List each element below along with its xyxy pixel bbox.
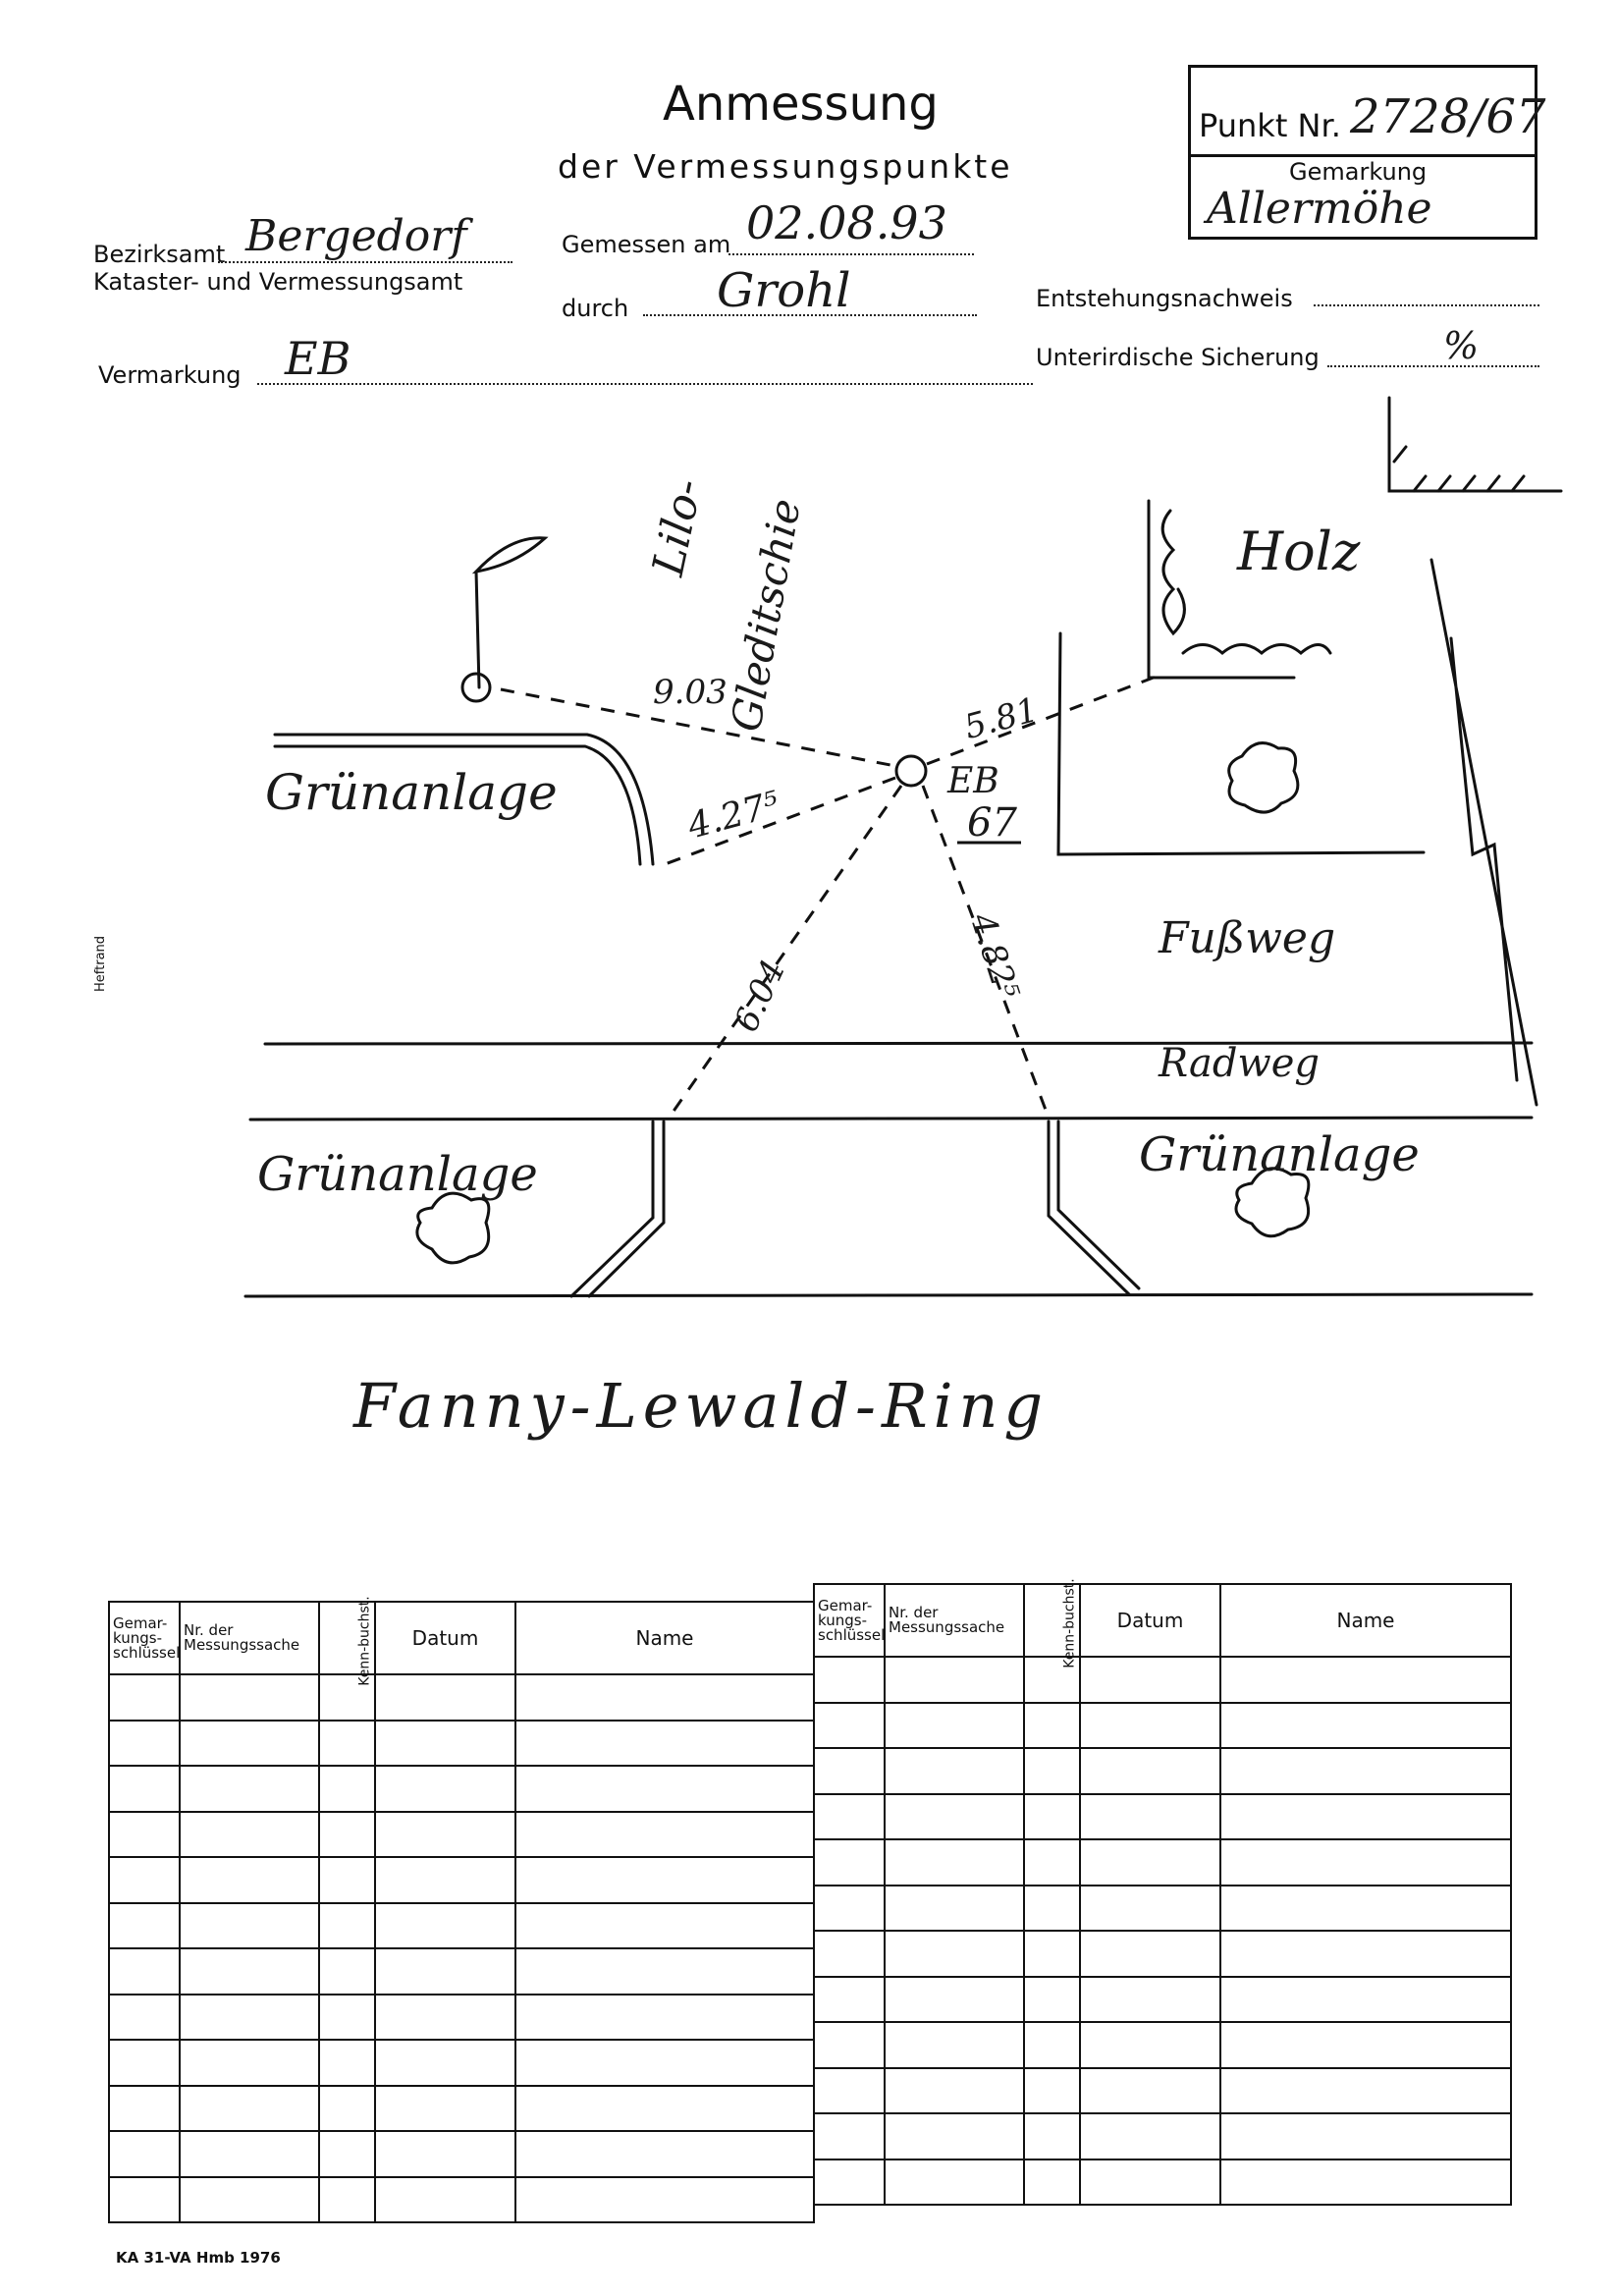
table-row (109, 1857, 814, 1903)
table-cell[interactable] (814, 2159, 885, 2206)
lamp-icon (476, 538, 545, 687)
table-row (109, 1903, 814, 1949)
table-cell[interactable] (375, 1766, 515, 1812)
bezirksamt-value: Bergedorf (245, 211, 467, 261)
label-radweg: Radweg (1159, 1041, 1321, 1086)
table-row (814, 2113, 1511, 2159)
table-cell[interactable] (885, 1977, 1024, 2023)
table-cell[interactable] (1080, 1748, 1220, 1794)
table-cell[interactable] (319, 1995, 375, 2041)
table-row (109, 1812, 814, 1858)
table-cell[interactable] (814, 1931, 885, 1977)
table-cell[interactable] (515, 1857, 814, 1903)
label-gruenanlage-left: Grünanlage (257, 1147, 538, 1202)
table-cell[interactable] (109, 1857, 180, 1903)
kataster-label: Kataster- und Vermessungsamt (93, 268, 463, 296)
table-row (814, 2068, 1511, 2114)
table-row (109, 1674, 814, 1721)
record-table-left (108, 1596, 815, 2223)
form-code: KA 31-VA Hmb 1976 (116, 2249, 281, 2267)
table-cell[interactable] (375, 2086, 515, 2132)
table-cell[interactable] (109, 1812, 180, 1858)
table-cell[interactable] (1220, 2068, 1511, 2114)
table-cell[interactable] (885, 1839, 1024, 1886)
table-cell[interactable] (109, 2131, 180, 2177)
table-cell[interactable] (1080, 2113, 1220, 2159)
table-cell[interactable] (1220, 1886, 1511, 1932)
table-cell[interactable] (1080, 1839, 1220, 1886)
table-cell[interactable] (375, 1857, 515, 1903)
table-cell[interactable] (375, 1995, 515, 2041)
record-table-right (813, 1578, 1512, 2206)
table-cell[interactable] (319, 2177, 375, 2223)
unterirdisch-value: % (1443, 324, 1480, 367)
table-cell[interactable] (1080, 2068, 1220, 2114)
label-eb-no: 67 (967, 800, 1017, 846)
table-cell[interactable] (319, 1948, 375, 1995)
table-row (109, 1948, 814, 1995)
punkt-label: Punkt Nr. (1199, 107, 1341, 144)
table-cell[interactable] (885, 1886, 1024, 1932)
label-street: Fanny-Lewald-Ring (353, 1370, 1050, 1442)
col-gemarkungsschluessel: Gemar-kungs-schlüssel (814, 1584, 885, 1657)
table-row (814, 1977, 1511, 2023)
col-messungssache: Nr. der Messungssache (885, 1584, 1024, 1657)
table-cell[interactable] (1024, 1886, 1080, 1932)
table-cell[interactable] (1080, 1703, 1220, 1749)
table-cell[interactable] (885, 1657, 1024, 1703)
table-cell[interactable] (1220, 1977, 1511, 2023)
table-cell[interactable] (885, 1931, 1024, 1977)
table-row (109, 1995, 814, 2041)
road-line-3 (245, 1294, 1532, 1296)
label-eb: EB (947, 761, 999, 801)
table-cell[interactable] (1024, 1794, 1080, 1840)
table-cell[interactable] (1220, 1839, 1511, 1886)
table-cell[interactable] (1220, 1931, 1511, 1977)
table-cell[interactable] (1024, 1931, 1080, 1977)
table-cell[interactable] (319, 1812, 375, 1858)
table-cell[interactable] (515, 1948, 814, 1995)
road-line-2 (250, 1118, 1532, 1120)
table-cell[interactable] (1080, 1931, 1220, 1977)
dist-down-right: 4.82⁵ (961, 908, 1027, 1005)
bush-icon (1229, 743, 1298, 812)
label-lilo: Lilo- (643, 474, 713, 580)
table-cell[interactable] (180, 2086, 319, 2132)
table-cell[interactable] (1220, 1748, 1511, 1794)
table-cell[interactable] (1220, 1703, 1511, 1749)
col-name: Name (515, 1602, 814, 1674)
label-holz: Holz (1237, 520, 1361, 582)
table-cell[interactable] (109, 2086, 180, 2132)
table-cell[interactable] (375, 2177, 515, 2223)
table-cell[interactable] (1024, 1839, 1080, 1886)
table-cell[interactable] (814, 1977, 885, 2023)
table-cell[interactable] (814, 1748, 885, 1794)
label-gruenanlage-right: Grünanlage (1139, 1127, 1420, 1182)
table-cell[interactable] (1024, 2159, 1080, 2206)
table-cell[interactable] (1080, 1657, 1220, 1703)
table-cell[interactable] (375, 1903, 515, 1949)
table-cell[interactable] (1024, 1977, 1080, 2023)
table-cell[interactable] (814, 1703, 885, 1749)
table-cell[interactable] (515, 1674, 814, 1721)
table-row (109, 2040, 814, 2086)
label-gleditschie: Gleditschie (722, 495, 810, 736)
gemessen-value: 02.08.93 (746, 196, 947, 249)
table-cell[interactable] (1024, 2022, 1080, 2068)
durch-value: Grohl (717, 263, 851, 318)
durch-label: durch (562, 295, 629, 322)
table-cell[interactable] (319, 1721, 375, 1767)
table-row (109, 1721, 814, 1767)
page-title: Anmessung (663, 77, 939, 132)
table-cell[interactable] (814, 1794, 885, 1840)
table-cell[interactable] (109, 1721, 180, 1767)
table-cell[interactable] (1024, 1703, 1080, 1749)
table-row (814, 1886, 1511, 1932)
table-cell[interactable] (515, 1812, 814, 1858)
table-row (814, 1931, 1511, 1977)
table-cell[interactable] (109, 1903, 180, 1949)
gemarkung-label: Gemarkung (1289, 158, 1428, 186)
road-line-1 (265, 1043, 1532, 1044)
table-cell[interactable] (885, 2159, 1024, 2206)
table-cell[interactable] (814, 1657, 885, 1703)
col-kennbuchst: Kenn-buchst. (319, 1602, 375, 1674)
table-cell[interactable] (515, 1766, 814, 1812)
table-cell[interactable] (180, 1948, 319, 1995)
bezirksamt-label: Bezirksamt (93, 241, 226, 268)
vermarkung-label: Vermarkung (98, 361, 242, 389)
table-cell[interactable] (515, 2040, 814, 2086)
col-datum: Datum (1080, 1584, 1220, 1657)
table-cell[interactable] (885, 2022, 1024, 2068)
table-row (109, 2177, 814, 2223)
table-cell[interactable] (814, 1886, 885, 1932)
table-cell[interactable] (1080, 1886, 1220, 1932)
table-cell[interactable] (375, 1721, 515, 1767)
table-cell[interactable] (885, 1748, 1024, 1794)
table-row (814, 1748, 1511, 1794)
table-cell[interactable] (180, 2040, 319, 2086)
dist-left: 4.27⁵ (683, 784, 784, 847)
table-cell[interactable] (515, 1995, 814, 2041)
table-row (814, 2159, 1511, 2206)
table-cell[interactable] (375, 1674, 515, 1721)
table-cell[interactable] (1220, 2113, 1511, 2159)
table-cell[interactable] (375, 2040, 515, 2086)
table-cell[interactable] (109, 2177, 180, 2223)
table-cell[interactable] (319, 1766, 375, 1812)
table-cell[interactable] (319, 2040, 375, 2086)
table-row (109, 2131, 814, 2177)
right-boundary (1431, 560, 1537, 1105)
table-cell[interactable] (180, 1857, 319, 1903)
table-cell[interactable] (180, 1674, 319, 1721)
gemessen-label: Gemessen am (562, 231, 731, 258)
heftrand-label: Heftrand (93, 935, 108, 992)
table-cell[interactable] (180, 1766, 319, 1812)
col-name: Name (1220, 1584, 1511, 1657)
table-cell[interactable] (109, 1995, 180, 2041)
vermarkung-value: EB (285, 332, 351, 385)
table-cell[interactable] (814, 2068, 885, 2114)
table-row (814, 2022, 1511, 2068)
table-cell[interactable] (1080, 2022, 1220, 2068)
table-cell[interactable] (180, 1721, 319, 1767)
table-cell[interactable] (1080, 1794, 1220, 1840)
page-subtitle: der Vermessungspunkte (558, 147, 1013, 186)
table-cell[interactable] (814, 1839, 885, 1886)
table-row (109, 1766, 814, 1812)
table-cell[interactable] (814, 2113, 885, 2159)
table-cell[interactable] (515, 1721, 814, 1767)
table-cell[interactable] (1080, 1977, 1220, 2023)
table-cell[interactable] (515, 2086, 814, 2132)
table-row (814, 1657, 1511, 1703)
table-cell[interactable] (180, 2131, 319, 2177)
table-cell[interactable] (109, 1766, 180, 1812)
table-cell[interactable] (109, 1948, 180, 1995)
entstehung-label: Entstehungsnachweis (1036, 285, 1293, 312)
table-cell[interactable] (375, 1812, 515, 1858)
lamp-base-marker (462, 674, 490, 701)
table-cell[interactable] (1024, 1748, 1080, 1794)
dist-lamp: 9.03 (653, 673, 728, 712)
table-cell[interactable] (180, 1812, 319, 1858)
table-cell[interactable] (1024, 2068, 1080, 2114)
table-cell[interactable] (515, 2131, 814, 2177)
table-row (109, 2086, 814, 2132)
dist-fence: 5.81 (960, 689, 1043, 748)
table-cell[interactable] (1080, 2159, 1220, 2206)
table-cell[interactable] (109, 2040, 180, 2086)
col-kennbuchst: Kenn-buchst. (1024, 1584, 1080, 1657)
entrance-left (571, 1121, 664, 1296)
hedge-bush (1162, 511, 1184, 633)
eb-marker (896, 756, 926, 786)
bush-icon (417, 1193, 489, 1263)
table-cell[interactable] (319, 2131, 375, 2177)
table-cell[interactable] (375, 2131, 515, 2177)
entrance-right (1049, 1121, 1139, 1294)
table-row (814, 1703, 1511, 1749)
table-cell[interactable] (885, 2068, 1024, 2114)
table-cell[interactable] (814, 2022, 885, 2068)
table-cell[interactable] (1220, 2159, 1511, 2206)
table-cell[interactable] (319, 1857, 375, 1903)
table-cell[interactable] (109, 1674, 180, 1721)
table-cell[interactable] (1024, 2113, 1080, 2159)
label-fussweg: Fußweg (1159, 913, 1336, 963)
table-cell[interactable] (319, 1903, 375, 1949)
label-gruenanlage-top: Grünanlage (265, 764, 558, 821)
table-cell[interactable] (180, 1903, 319, 1949)
table-cell[interactable] (180, 1995, 319, 2041)
table-row (814, 1794, 1511, 1840)
table-cell[interactable] (1220, 2022, 1511, 2068)
gemarkung-value: Allermöhe (1207, 184, 1432, 234)
measure-fence (927, 676, 1159, 764)
table-cell[interactable] (375, 1948, 515, 1995)
col-messungssache: Nr. der Messungssache (180, 1602, 319, 1674)
punkt-value: 2728/67 (1350, 89, 1546, 144)
table-cell[interactable] (885, 2113, 1024, 2159)
table-cell[interactable] (180, 2177, 319, 2223)
unterirdisch-label: Unterirdische Sicherung (1036, 344, 1320, 371)
col-datum: Datum (375, 1602, 515, 1674)
table-cell[interactable] (515, 2177, 814, 2223)
table-cell[interactable] (515, 1903, 814, 1949)
table-cell[interactable] (319, 2086, 375, 2132)
col-gemarkungsschluessel: Gemar-kungs-schlüssel (109, 1602, 180, 1674)
table-cell[interactable] (1220, 1657, 1511, 1703)
hedge-row (1183, 645, 1330, 654)
table-cell[interactable] (885, 1703, 1024, 1749)
dist-down-left: 6.04 (727, 954, 794, 1038)
table-cell[interactable] (1220, 1794, 1511, 1840)
table-row (814, 1839, 1511, 1886)
table-cell[interactable] (885, 1794, 1024, 1840)
